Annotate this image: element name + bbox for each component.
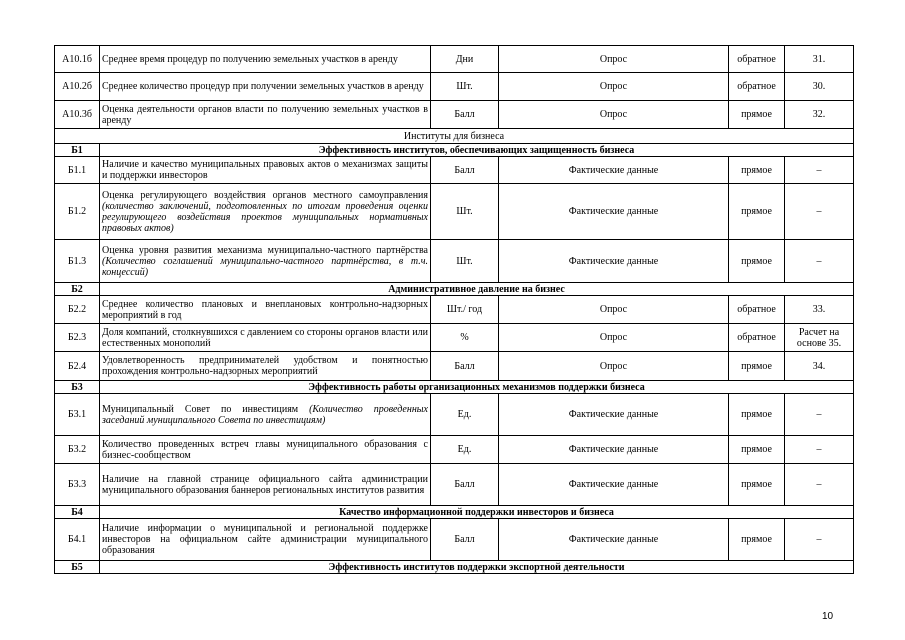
row-direction: обратное <box>729 296 785 324</box>
row-source: Фактические данные <box>499 184 729 240</box>
row-direction: прямое <box>729 519 785 561</box>
row-unit: Дни <box>431 46 499 73</box>
row-source: Фактические данные <box>499 519 729 561</box>
description-main: Оценка уровня развития механизма муниципально-частного партнёрства <box>102 244 428 256</box>
row-code: А10.1б <box>55 46 100 73</box>
row-unit: Балл <box>431 464 499 506</box>
row-direction: обратное <box>729 73 785 101</box>
group-title: Эффективность работы организационных механизмов поддержки бизнеса <box>100 381 854 394</box>
table-row <box>55 184 854 240</box>
table-row <box>55 73 854 101</box>
row-source: Фактические данные <box>499 240 729 283</box>
row-unit: Ед. <box>431 394 499 436</box>
row-code: Б3.3 <box>55 464 100 506</box>
table-row <box>55 436 854 464</box>
row-code: Б3.1 <box>55 394 100 436</box>
row-description: Наличие на главной странице официального сайта администрации муниципального образования баннеров региональных институтов развития <box>100 464 431 506</box>
row-description: Количество проведенных встреч главы муниципального образования с бизнес-сообществом <box>100 436 431 464</box>
row-source: Опрос <box>499 73 729 101</box>
row-source: Фактические данные <box>499 157 729 184</box>
row-reference: – <box>785 157 854 184</box>
table-row <box>55 46 854 73</box>
row-source: Опрос <box>499 46 729 73</box>
row-reference: 33. <box>785 296 854 324</box>
group-code: Б1 <box>55 144 100 157</box>
group-row <box>55 283 854 296</box>
row-code: Б2.3 <box>55 324 100 352</box>
row-description: Наличие и качество муниципальных правовых актов о механизмах защиты и поддержки инвесторов <box>100 157 431 184</box>
row-direction: прямое <box>729 436 785 464</box>
row-reference: – <box>785 436 854 464</box>
row-reference: – <box>785 464 854 506</box>
row-code: Б2.4 <box>55 352 100 381</box>
group-title: Эффективность институтов, обеспечивающих защищенность бизнеса <box>100 144 854 157</box>
row-reference: – <box>785 394 854 436</box>
row-reference: – <box>785 240 854 283</box>
row-description: Среднее количество плановых и внеплановых контрольно-надзорных мероприятий в год <box>100 296 431 324</box>
row-reference: 31. <box>785 46 854 73</box>
description-note: (количество заключений, подготовленных по итогам проведения оценки регулирующего воздействия проектов муниципальных нормативных правовых актов) <box>102 200 428 234</box>
group-title: Эффективность институтов поддержки экспортной деятельности <box>100 561 854 574</box>
group-code: Б4 <box>55 506 100 519</box>
row-description: Оценка деятельности органов власти по получению земельных участков в аренду <box>100 101 431 129</box>
row-reference: – <box>785 519 854 561</box>
row-direction: обратное <box>729 46 785 73</box>
group-title: Качество информационной поддержки инвесторов и бизнеса <box>100 506 854 519</box>
row-unit: Шт. <box>431 184 499 240</box>
section-title: Институты для бизнеса <box>55 129 854 144</box>
row-description: Среднее время процедур по получению земельных участков в аренду <box>100 46 431 73</box>
section-row <box>55 129 854 144</box>
row-reference: – <box>785 184 854 240</box>
row-reference: Расчет на основе 35. <box>785 324 854 352</box>
row-description: Среднее количество процедур при получении земельных участков в аренду <box>100 73 431 101</box>
table-row <box>55 352 854 381</box>
row-source: Опрос <box>499 296 729 324</box>
group-row <box>55 561 854 574</box>
description-note: (Количество соглашений муниципально-частного партнёрства, в т.ч. концессий) <box>102 255 428 278</box>
table-row <box>55 394 854 436</box>
row-source: Опрос <box>499 101 729 129</box>
row-code: Б1.1 <box>55 157 100 184</box>
row-direction: прямое <box>729 394 785 436</box>
row-direction: прямое <box>729 240 785 283</box>
row-unit: Шт. <box>431 73 499 101</box>
row-code: Б2.2 <box>55 296 100 324</box>
row-reference: 34. <box>785 352 854 381</box>
description-note: (Количество проведенных заседаний муниципального Совета по инвестициям) <box>102 403 428 426</box>
row-source: Фактические данные <box>499 464 729 506</box>
table-row <box>55 101 854 129</box>
row-description: Доля компаний, столкнувшихся с давлением со стороны органов власти или естественных монополий <box>100 324 431 352</box>
table-row <box>55 240 854 283</box>
row-unit: Балл <box>431 352 499 381</box>
row-source: Опрос <box>499 324 729 352</box>
row-code: Б1.3 <box>55 240 100 283</box>
row-unit: % <box>431 324 499 352</box>
table-row <box>55 296 854 324</box>
table-row <box>55 324 854 352</box>
row-description <box>100 394 431 436</box>
row-description <box>100 240 431 283</box>
group-title: Административное давление на бизнес <box>100 283 854 296</box>
row-direction: прямое <box>729 157 785 184</box>
description-main: Муниципальный Совет по инвестициям <box>102 403 299 415</box>
row-description: Удовлетворенность предпринимателей удобством и понятностью прохождения контрольно-надзорных мероприятий <box>100 352 431 381</box>
row-unit: Шт./ год <box>431 296 499 324</box>
row-code: Б3.2 <box>55 436 100 464</box>
row-source: Опрос <box>499 352 729 381</box>
row-reference: 32. <box>785 101 854 129</box>
row-direction: обратное <box>729 324 785 352</box>
row-reference: 30. <box>785 73 854 101</box>
row-code: А10.2б <box>55 73 100 101</box>
table-row <box>55 464 854 506</box>
row-unit: Балл <box>431 519 499 561</box>
table-row <box>55 157 854 184</box>
group-row <box>55 506 854 519</box>
indicators-table <box>54 45 854 574</box>
row-direction: прямое <box>729 352 785 381</box>
row-unit: Балл <box>431 157 499 184</box>
group-code: Б5 <box>55 561 100 574</box>
group-row <box>55 144 854 157</box>
row-unit: Ед. <box>431 436 499 464</box>
row-description <box>100 184 431 240</box>
description-main: Оценка регулирующего воздействия органов местного самоуправления <box>102 189 428 201</box>
row-direction: прямое <box>729 101 785 129</box>
row-unit: Шт. <box>431 240 499 283</box>
row-direction: прямое <box>729 464 785 506</box>
page-number: 10 <box>822 611 834 622</box>
row-direction: прямое <box>729 184 785 240</box>
row-description: Наличие информации о муниципальной и региональной поддержке инвесторов на официальном сайте администрации муниципального образования <box>100 519 431 561</box>
row-code: Б4.1 <box>55 519 100 561</box>
row-unit: Балл <box>431 101 499 129</box>
table-row <box>55 519 854 561</box>
group-row <box>55 381 854 394</box>
group-code: Б3 <box>55 381 100 394</box>
row-code: А10.3б <box>55 101 100 129</box>
row-source: Фактические данные <box>499 394 729 436</box>
group-code: Б2 <box>55 283 100 296</box>
row-code: Б1.2 <box>55 184 100 240</box>
row-source: Фактические данные <box>499 436 729 464</box>
